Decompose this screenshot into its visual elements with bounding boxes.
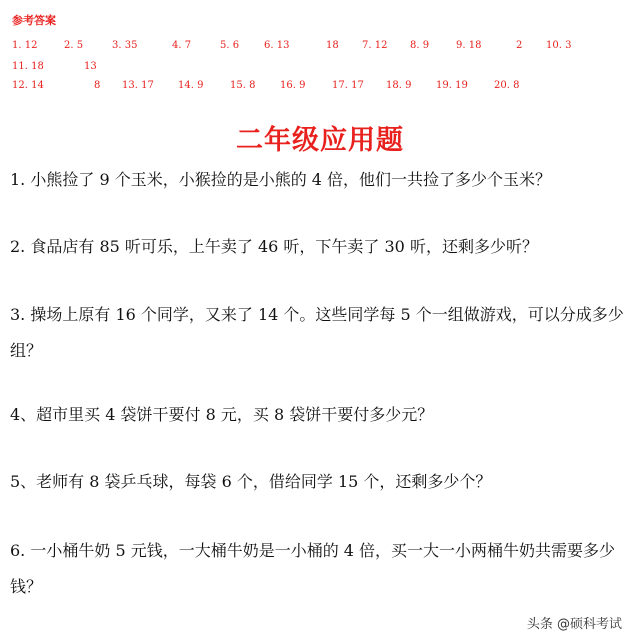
answer-item: 17. 17 (332, 80, 364, 91)
answer-item: 16. 9 (280, 80, 306, 91)
answer-item: 8. 9 (410, 40, 430, 51)
answer-item: 12. 14 (12, 80, 44, 91)
question-5: 5、老师有 8 袋乒乓球，每袋 6 个，借给同学 15 个，还剩多少个？ (10, 472, 492, 491)
answer-item: 3. 35 (112, 40, 138, 51)
answer-item: 11. 18 (12, 61, 44, 72)
answer-item: 4. 7 (172, 40, 192, 51)
answer-key-title: 参考答案 (12, 14, 56, 27)
answer-item: 2 (516, 40, 523, 51)
question-3: 3. 操场上原有 16 个同学，又来了 14 个。这些同学每 5 个一组做游戏，可以分成多少组？ (10, 305, 624, 360)
question-4: 4、超市里买 4 袋饼干要付 8 元，买 8 袋饼干要付多少元？ (10, 405, 434, 424)
question-6: 6. 一小桶牛奶 5 元钱，一大桶牛奶是一小桶的 4 倍，买一大一小两桶牛奶共需要多少钱？ (10, 541, 616, 596)
answer-item: 2. 5 (64, 40, 84, 51)
answer-item: 8 (94, 80, 101, 91)
answer-item: 18 (326, 40, 339, 51)
answer-item: 19. 19 (436, 80, 468, 91)
question-1: 1. 小熊捡了 9 个玉米，小猴捡的是小熊的 4 倍，他们一共捡了多少个玉米？ (10, 170, 552, 189)
answer-item: 5. 6 (220, 40, 240, 51)
answer-item: 7. 12 (362, 40, 388, 51)
answer-item: 10. 3 (546, 40, 572, 51)
answer-item: 14. 9 (178, 80, 204, 91)
answer-item: 18. 9 (386, 80, 412, 91)
answer-item: 6. 13 (264, 40, 290, 51)
answer-item: 15. 8 (230, 80, 256, 91)
answer-item: 20. 8 (494, 80, 520, 91)
page-title: 二年级应用题 (236, 125, 404, 156)
answer-item: 13 (84, 61, 97, 72)
answer-item: 13. 17 (122, 80, 154, 91)
answer-item: 1. 12 (12, 40, 38, 51)
watermark: 头条 @硕科考试 (526, 617, 622, 632)
question-2: 2. 食品店有 85 听可乐，上午卖了 46 听，下午卖了 30 听，还剩多少听？ (10, 237, 538, 256)
answer-item: 9. 18 (456, 40, 482, 51)
